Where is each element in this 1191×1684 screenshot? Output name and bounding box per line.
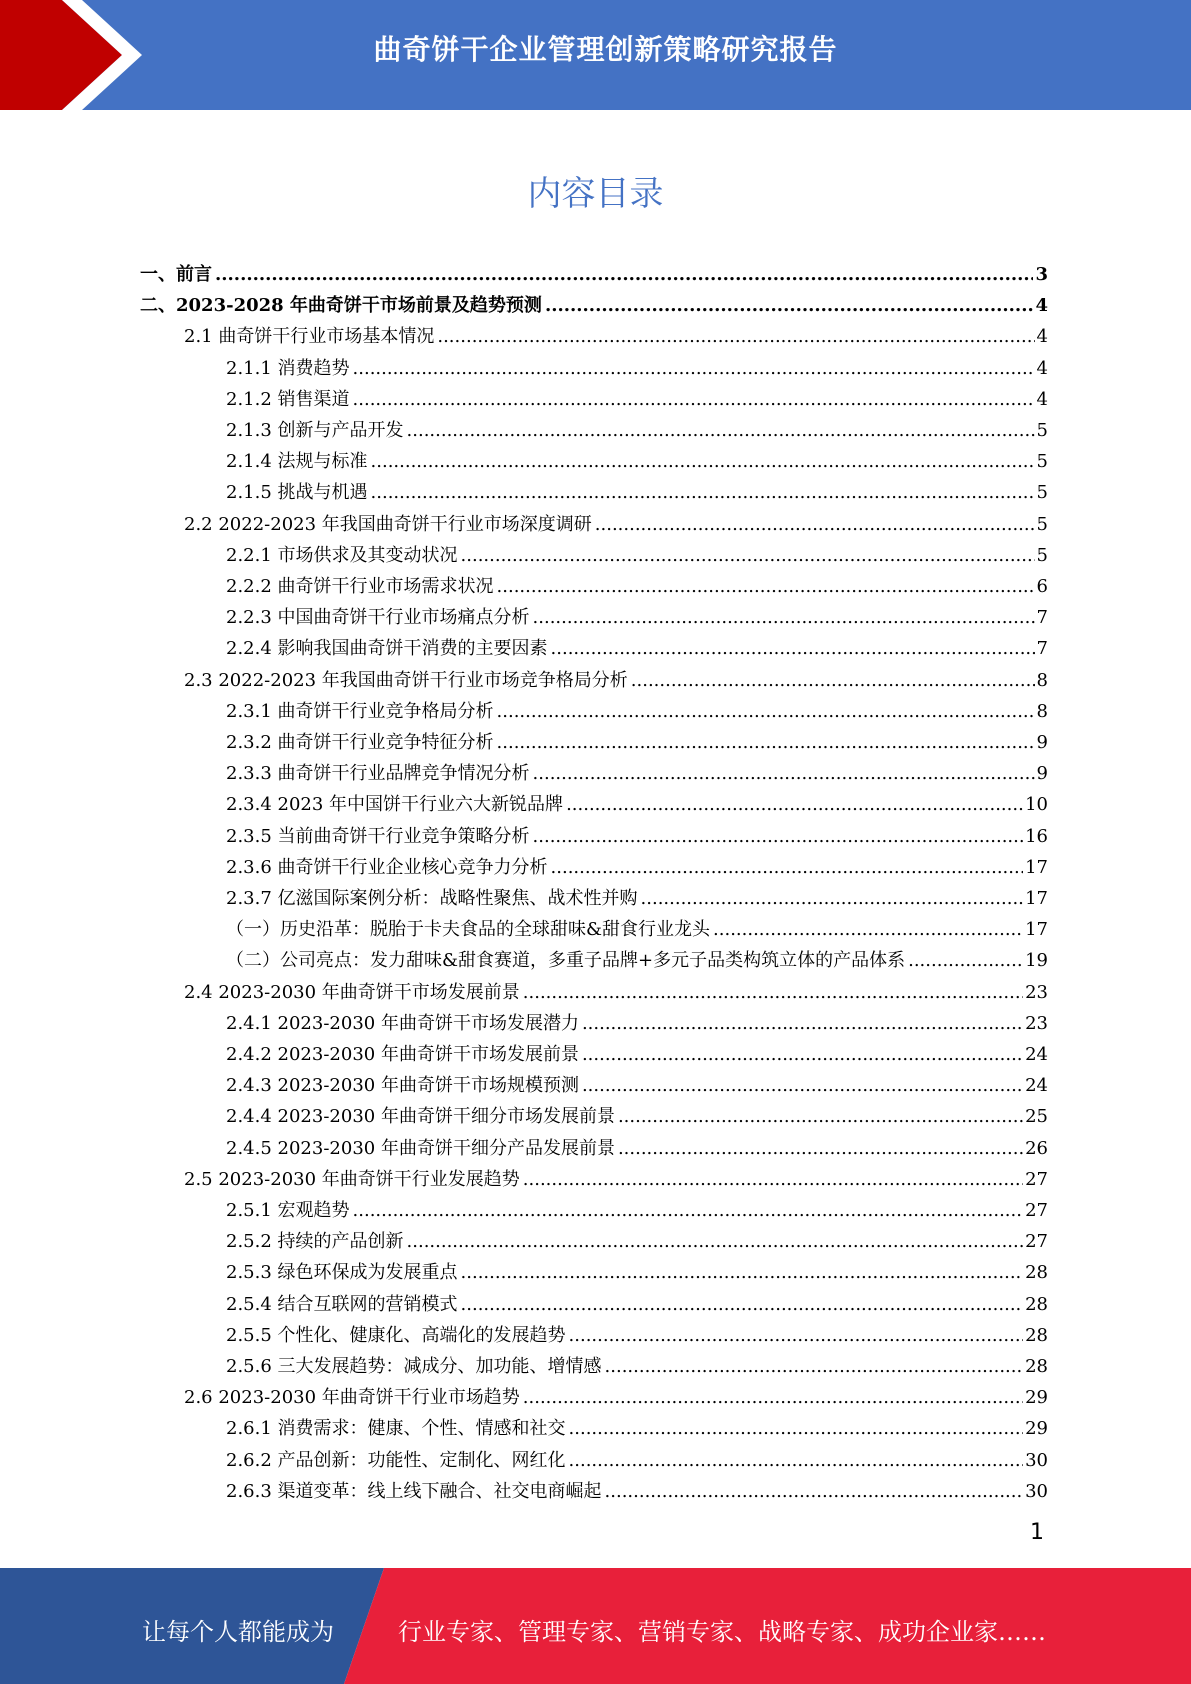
toc-entry[interactable] — [226, 1066, 1048, 1097]
toc-entry-title: 2.4.3 2023-2030 年曲奇饼干市场规模预测 — [226, 1075, 579, 1097]
toc-entry-title: 2.5.3 绿色环保成为发展重点 — [226, 1262, 458, 1284]
toc-entry[interactable] — [226, 629, 1048, 660]
toc-entry-title: 一、前言 — [140, 264, 212, 285]
toc-entry-title: 2.1.1 消费趋势 — [226, 357, 350, 379]
toc-entry-page: 27 — [1025, 1200, 1048, 1221]
toc-leader-dots — [582, 1044, 1023, 1066]
toc-entry-title: 2.1.4 法规与标准 — [226, 451, 368, 473]
toc-entry-title: 2.2 2022-2023 年我国曲奇饼干行业市场深度调研 — [184, 513, 592, 535]
toc-leader-dots — [533, 763, 1035, 785]
toc-leader-dots — [605, 1481, 1024, 1503]
toc-entry-page: 7 — [1036, 638, 1048, 660]
toc-entry-title: 2.4.5 2023-2030 年曲奇饼干细分产品发展前景 — [226, 1137, 615, 1159]
toc-entry-page: 28 — [1025, 1324, 1048, 1346]
toc-entry[interactable] — [226, 1347, 1048, 1378]
toc-entry[interactable] — [140, 286, 1048, 317]
toc-entry-page: 28 — [1025, 1293, 1048, 1315]
toc-entry-title: 2.6.3 渠道变革：线上线下融合、社交电商崛起 — [226, 1480, 602, 1502]
toc-leader-dots — [618, 1138, 1023, 1160]
toc-entry-title: 2.1 曲奇饼干行业市场基本情况 — [184, 326, 435, 348]
toc-leader-dots — [437, 326, 1034, 348]
toc-entry-title: 2.5.5 个性化、健康化、高端化的发展趋势 — [226, 1324, 566, 1346]
toc-entry[interactable] — [140, 255, 1048, 286]
toc-entry[interactable] — [226, 1097, 1048, 1128]
toc-entry[interactable] — [226, 1222, 1048, 1253]
toc-entry-page: 9 — [1036, 732, 1048, 753]
toc-entry-title: 2.2.1 市场供求及其变动状况 — [226, 544, 458, 566]
toc-entry-page: 4 — [1036, 326, 1048, 348]
page-number: 1 — [1030, 1520, 1044, 1545]
toc-entry-page: 10 — [1025, 794, 1048, 816]
toc-leader-dots — [533, 607, 1035, 629]
toc-entry-page: 5 — [1036, 482, 1048, 504]
toc-entry[interactable] — [226, 567, 1048, 598]
page-footer — [0, 1568, 1191, 1684]
toc-entry-title: 2.3.7 亿滋国际案例分析：战略性聚焦、战术性并购 — [226, 888, 638, 909]
toc-leader-dots — [545, 295, 1034, 317]
toc-entry[interactable] — [226, 692, 1048, 723]
toc-entry-title: 2.5 2023-2030 年曲奇饼干行业发展趋势 — [184, 1168, 520, 1190]
toc-entry-page: 19 — [1025, 950, 1048, 972]
toc-entry[interactable] — [226, 473, 1048, 504]
toc-entry[interactable] — [226, 411, 1048, 442]
toc-entry-title: 2.3.5 当前曲奇饼干行业竞争策略分析 — [226, 825, 530, 847]
toc-entry[interactable] — [226, 1316, 1048, 1347]
toc-entry[interactable] — [226, 754, 1048, 785]
toc-entry-page: 30 — [1025, 1449, 1048, 1471]
toc-leader-dots — [215, 264, 1033, 286]
toc-entry-title: 2.1.2 销售渠道 — [226, 388, 350, 410]
toc-entry-page: 28 — [1025, 1262, 1048, 1284]
toc-leader-dots — [533, 826, 1024, 848]
toc-entry-page: 17 — [1025, 888, 1048, 909]
toc-entry[interactable] — [226, 1409, 1048, 1440]
toc-leader-dots — [595, 514, 1035, 536]
toc-entry-title: 2.5.2 持续的产品创新 — [226, 1231, 404, 1253]
toc-entry[interactable] — [226, 442, 1048, 473]
toc-entry[interactable] — [226, 349, 1048, 380]
toc-leader-dots — [407, 420, 1035, 442]
toc-entry-title: 2.2.3 中国曲奇饼干行业市场痛点分析 — [226, 607, 530, 629]
toc-entry[interactable] — [226, 879, 1048, 910]
toc-entry-page: 26 — [1025, 1137, 1048, 1159]
toc-entry[interactable] — [226, 1129, 1048, 1160]
toc-entry-title: 2.3.1 曲奇饼干行业竞争格局分析 — [226, 700, 494, 722]
toc-entry-page: 29 — [1025, 1418, 1048, 1440]
toc-entry-title: 2.6.1 消费需求：健康、个性、情感和社交 — [226, 1418, 566, 1440]
toc-entry[interactable] — [226, 1191, 1048, 1222]
toc-entry-page: 7 — [1036, 607, 1048, 629]
toc-entry[interactable] — [226, 536, 1048, 567]
toc-entry-page: 27 — [1025, 1231, 1048, 1253]
toc-leader-dots — [618, 1106, 1023, 1128]
toc-entry-page: 28 — [1025, 1356, 1048, 1377]
toc-entry-page: 5 — [1036, 420, 1048, 441]
toc-entry-title: 2.5.1 宏观趋势 — [226, 1200, 350, 1221]
toc-leader-dots — [569, 1325, 1024, 1347]
toc-entry[interactable] — [226, 817, 1048, 848]
footer-slogan-left: 让每个人都能成为 — [142, 1618, 334, 1646]
toc-entry-title: 2.4.1 2023-2030 年曲奇饼干市场发展潜力 — [226, 1012, 579, 1034]
toc-entry[interactable] — [226, 941, 1048, 972]
toc-leader-dots — [353, 358, 1035, 380]
toc-entry-page: 5 — [1036, 544, 1048, 566]
toc-entry[interactable] — [226, 1441, 1048, 1472]
toc-entry[interactable] — [226, 848, 1048, 879]
toc-entry-title: 2.4.2 2023-2030 年曲奇饼干市场发展前景 — [226, 1044, 579, 1065]
toc-entry-page: 30 — [1025, 1480, 1048, 1502]
toc-entry-title: （二）公司亮点：发力甜味&甜食赛道，多重子品牌+多元子品类构筑立体的产品体系 — [226, 950, 906, 972]
toc-entry-title: 2.2.4 影响我国曲奇饼干消费的主要因素 — [226, 638, 548, 660]
toc-entry-page: 4 — [1035, 295, 1048, 317]
toc-entry-title: 2.1.5 挑战与机遇 — [226, 482, 368, 504]
toc-leader-dots — [631, 670, 1035, 692]
toc-leader-dots — [497, 732, 1035, 754]
toc-leader-dots — [461, 1294, 1024, 1316]
toc-leader-dots — [497, 576, 1035, 598]
toc-entry-title: 2.6.2 产品创新：功能性、定制化、网红化 — [226, 1449, 566, 1471]
toc-entry[interactable] — [226, 1472, 1048, 1503]
toc-leader-dots — [523, 1387, 1023, 1409]
toc-entry-title: 2.4 2023-2030 年曲奇饼干市场发展前景 — [184, 981, 520, 1003]
toc-entry[interactable] — [184, 1160, 1048, 1191]
footer-slogan-right: 行业专家、管理专家、营销专家、战略专家、成功企业家…… — [398, 1618, 1046, 1646]
toc-leader-dots — [353, 1200, 1024, 1222]
toc-entry[interactable] — [184, 505, 1048, 536]
toc-entry-title: 2.1.3 创新与产品开发 — [226, 420, 404, 441]
toc-leader-dots — [713, 919, 1023, 941]
toc-entry[interactable] — [226, 723, 1048, 754]
toc-entry-page: 23 — [1025, 981, 1048, 1003]
toc-leader-dots — [908, 950, 1023, 972]
toc-entry-page: 8 — [1036, 669, 1048, 691]
toc-leader-dots — [641, 888, 1024, 910]
toc-entry-title: 2.3.6 曲奇饼干行业企业核心竞争力分析 — [226, 856, 548, 878]
toc-entry-title: 2.3.3 曲奇饼干行业品牌竞争情况分析 — [226, 763, 530, 785]
toc-heading: 内容目录 — [527, 174, 664, 214]
toc-leader-dots — [371, 451, 1035, 473]
toc-entry-page: 3 — [1035, 264, 1048, 285]
toc-entry-page: 6 — [1036, 576, 1048, 597]
toc-entry-page: 16 — [1025, 825, 1048, 847]
toc-entry[interactable] — [226, 785, 1048, 816]
toc-entry-page: 25 — [1025, 1106, 1048, 1128]
toc-leader-dots — [523, 1169, 1023, 1191]
toc-leader-dots — [551, 638, 1035, 660]
toc-entry-title: 2.3.4 2023 年中国饼干行业六大新锐品牌 — [226, 794, 564, 816]
toc-leader-dots — [461, 1262, 1024, 1284]
toc-entry-page: 5 — [1036, 513, 1048, 535]
page-header — [0, 0, 1191, 110]
toc-entry-title: 2.5.6 三大发展趋势：减成分、加功能、增情感 — [226, 1356, 602, 1377]
toc-entry-title: 2.4.4 2023-2030 年曲奇饼干细分市场发展前景 — [226, 1106, 615, 1128]
toc-leader-dots — [407, 1231, 1024, 1253]
toc-leader-dots — [569, 1450, 1024, 1472]
toc-entry[interactable] — [184, 973, 1048, 1004]
toc-entry-title: （一）历史沿革：脱胎于卡夫食品的全球甜味&甜食行业龙头 — [226, 919, 711, 941]
toc-entry-title: 2.5.4 结合互联网的营销模式 — [226, 1293, 458, 1315]
toc-entry-page: 23 — [1025, 1012, 1048, 1034]
toc-entry-title: 2.3.2 曲奇饼干行业竞争特征分析 — [226, 732, 494, 753]
toc-leader-dots — [371, 482, 1035, 504]
toc-leader-dots — [523, 982, 1023, 1004]
toc-entry[interactable] — [226, 598, 1048, 629]
toc-entry-page: 27 — [1025, 1168, 1048, 1190]
toc-entry-page: 4 — [1036, 388, 1048, 410]
toc-leader-dots — [353, 389, 1035, 411]
toc-entry[interactable] — [226, 380, 1048, 411]
toc-entry-title: 2.2.2 曲奇饼干行业市场需求状况 — [226, 576, 494, 597]
toc-leader-dots — [566, 794, 1023, 816]
toc-entry-page: 17 — [1025, 919, 1048, 941]
toc-entry-page: 24 — [1025, 1044, 1048, 1065]
toc-entry-page: 17 — [1025, 856, 1048, 878]
toc-entry[interactable] — [226, 1035, 1048, 1066]
toc-entry-page: 5 — [1036, 451, 1048, 473]
toc-entry[interactable] — [184, 661, 1048, 692]
toc-leader-dots — [551, 857, 1024, 879]
toc-entry-page: 9 — [1036, 763, 1048, 785]
toc-entry-page: 8 — [1036, 700, 1048, 722]
toc-entry-page: 4 — [1036, 357, 1048, 379]
toc-leader-dots — [569, 1418, 1024, 1440]
toc-entry-title: 2.6 2023-2030 年曲奇饼干行业市场趋势 — [184, 1387, 520, 1409]
toc-entry-title: 二、2023-2028 年曲奇饼干市场前景及趋势预测 — [140, 295, 542, 317]
toc-entry[interactable] — [184, 1378, 1048, 1409]
toc-entry-page: 29 — [1025, 1387, 1048, 1409]
toc-entry[interactable] — [226, 1004, 1048, 1035]
toc-leader-dots — [605, 1356, 1024, 1378]
toc-entry[interactable] — [226, 1285, 1048, 1316]
report-title: 曲奇饼干企业管理创新策略研究报告 — [373, 33, 838, 66]
toc-leader-dots — [582, 1075, 1023, 1097]
toc-entry[interactable] — [184, 317, 1048, 348]
toc-entry[interactable] — [226, 1253, 1048, 1284]
toc-leader-dots — [497, 701, 1035, 723]
toc-leader-dots — [582, 1013, 1023, 1035]
toc-leader-dots — [461, 545, 1035, 567]
toc-entry[interactable] — [226, 910, 1048, 941]
toc-entry-title: 2.3 2022-2023 年我国曲奇饼干行业市场竞争格局分析 — [184, 669, 628, 691]
toc-entry-page: 24 — [1025, 1075, 1048, 1097]
